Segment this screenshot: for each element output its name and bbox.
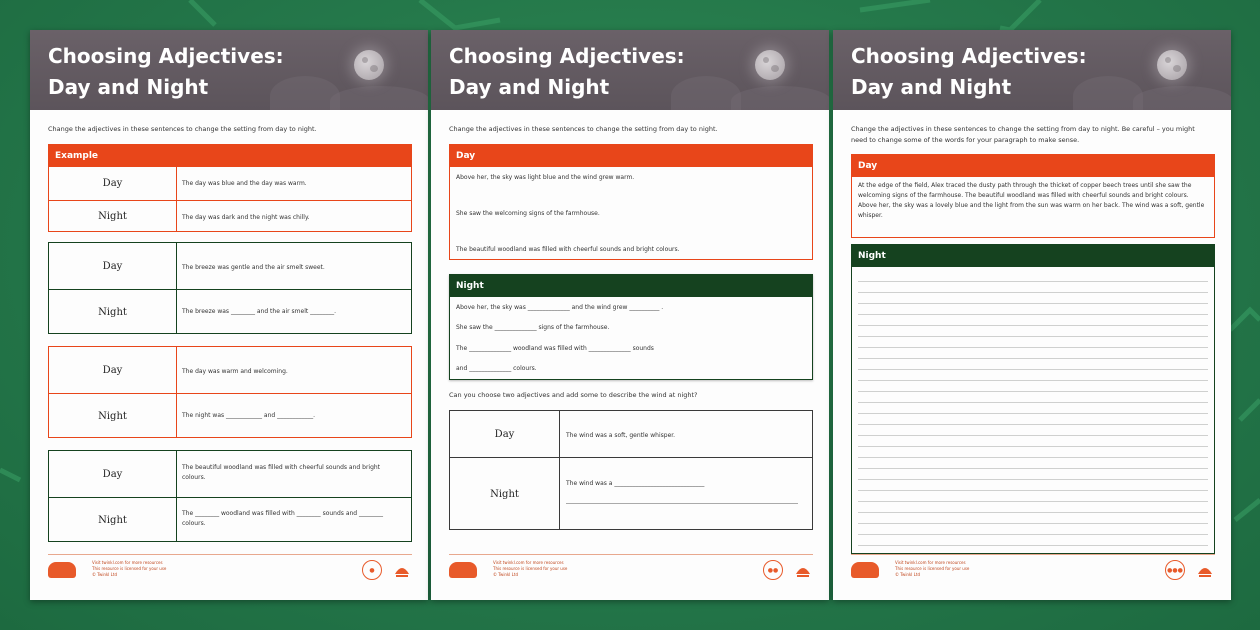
page-title: Choosing Adjectives: [449,44,685,68]
page-title: Choosing Adjectives: [48,44,284,68]
night-label: Night [98,306,127,318]
night-box [449,274,813,380]
level-one-icon: ● [362,560,382,580]
footer-line: This resource is licensed for your use [493,566,568,571]
footer-line: Visit twinkl.com for more resources [895,560,966,565]
exercise-table-3 [48,450,412,542]
curriculum-logo [793,560,813,580]
twinkl-logo [48,562,76,578]
level-two-icon: ●● [763,560,783,580]
night-sentence-blank[interactable]: The wind was a ______________________________ [566,480,705,487]
day-label: Day [102,260,123,272]
exercise-table-2 [48,346,412,438]
day-sentence: The breeze was gentle and the air smelt sweet. [182,264,325,271]
instruction-text: Change the adjectives in these sentences to change the setting from day to night. Be careful – you might need to change some of the words for your paragraph to make sense. [851,125,1195,144]
night-sentence-blank[interactable]: Above her, the sky was ______________ and the wind grew __________ . [456,304,664,311]
curriculum-logo [1195,560,1215,580]
level-three-icon: ●●● [1165,560,1185,580]
footer-line: This resource is licensed for your use [895,566,970,571]
day-sentence: The day was warm and welcoming. [182,368,288,375]
moon-icon [354,50,384,80]
question-text: Can you choose two adjectives and add some to describe the wind at night? [449,391,698,399]
moon-icon [1157,50,1187,80]
day-label: Day [102,364,123,376]
instruction-text: Change the adjectives in these sentences to change the setting from day to night. [449,125,718,133]
night-header: Night [450,275,812,297]
page-title: Choosing Adjectives: [851,44,1087,68]
instruction-text: Change the adjectives in these sentences to change the setting from day to night. [48,125,317,133]
wind-table [449,410,813,530]
night-label: Night [98,410,127,422]
footer-line: Visit twinkl.com for more resources [493,560,564,565]
day-sentence: The day was blue and the day was warm. [182,180,307,187]
day-paragraph: At the edge of the field, Alex traced the dusty path through the thicket of copper beech trees until she saw the welcoming signs of the farmhouse. The beautiful woodland was filled with cheerful sounds and bright colours. Above her, the sky was a lovely blue and the light from the sun was warm on her back. The wind was a soft, gentle whisper. [858,182,1205,219]
night-label: Night [98,211,127,222]
night-sentence-blank[interactable]: and ______________ colours. [456,365,537,372]
footer-line: © Twinkl Ltd [92,572,118,577]
night-writing-box[interactable] [851,244,1215,554]
worksheet-page-1 [30,30,428,600]
example-table [48,144,412,232]
night-sentence-blank[interactable]: The ______________ woodland was filled with ______________ sounds [456,345,654,352]
twinkl-logo [851,562,879,578]
day-sentence: The wind was a soft, gentle whisper. [566,432,676,439]
curriculum-logo [392,560,412,580]
footer-line: This resource is licensed for your use [92,566,167,571]
night-label: Night [490,488,519,500]
night-sentence-blank[interactable]: The breeze was ________ and the air smelt ________. [182,308,337,315]
night-sentence-blank[interactable]: The night was ____________ and ____________. [182,412,316,419]
night-label: Night [98,514,127,526]
page-footer [48,558,412,586]
example-header: Example [49,145,411,167]
day-sentence: The beautiful woodland was filled with cheerful sounds and bright colours. [456,246,680,253]
day-header: Day [852,155,1214,177]
day-sentence: She saw the welcoming signs of the farmhouse. [456,210,600,217]
night-sentence-blank[interactable]: She saw the ______________ signs of the farmhouse. [456,324,610,331]
page-header [431,30,829,110]
day-header: Day [450,145,812,167]
writing-lines[interactable] [858,271,1208,547]
page-header [833,30,1231,110]
night-sentence: The day was dark and the night was chilly. [182,214,310,221]
day-box [851,154,1215,238]
page-header [30,30,428,110]
day-label: Day [102,178,123,189]
worksheet-page-2 [431,30,829,600]
page-footer [449,558,813,586]
exercise-table-1 [48,242,412,334]
footer-line: © Twinkl Ltd [895,572,921,577]
page-subtitle: Day and Night [449,75,610,99]
night-header: Night [852,245,1214,267]
page-subtitle: Day and Night [48,75,209,99]
day-box [449,144,813,260]
twinkl-logo [449,562,477,578]
tree-silhouette [731,86,829,110]
page-subtitle: Day and Night [851,75,1012,99]
footer-line: Visit twinkl.com for more resources [92,560,163,565]
tree-silhouette [1133,86,1231,110]
moon-icon [755,50,785,80]
day-label: Day [102,468,123,480]
night-sentence-blank[interactable]: The ________ woodland was filled with ________ sounds and ________ colours. [182,510,384,527]
tree-silhouette [330,86,428,110]
day-sentence: The beautiful woodland was filled with cheerful sounds and bright colours. [182,464,381,481]
day-sentence: Above her, the sky was light blue and the wind grew warm. [456,174,635,181]
worksheet-page-3 [833,30,1231,600]
footer-line: © Twinkl Ltd [493,572,519,577]
page-footer [851,558,1215,586]
day-label: Day [494,428,515,440]
